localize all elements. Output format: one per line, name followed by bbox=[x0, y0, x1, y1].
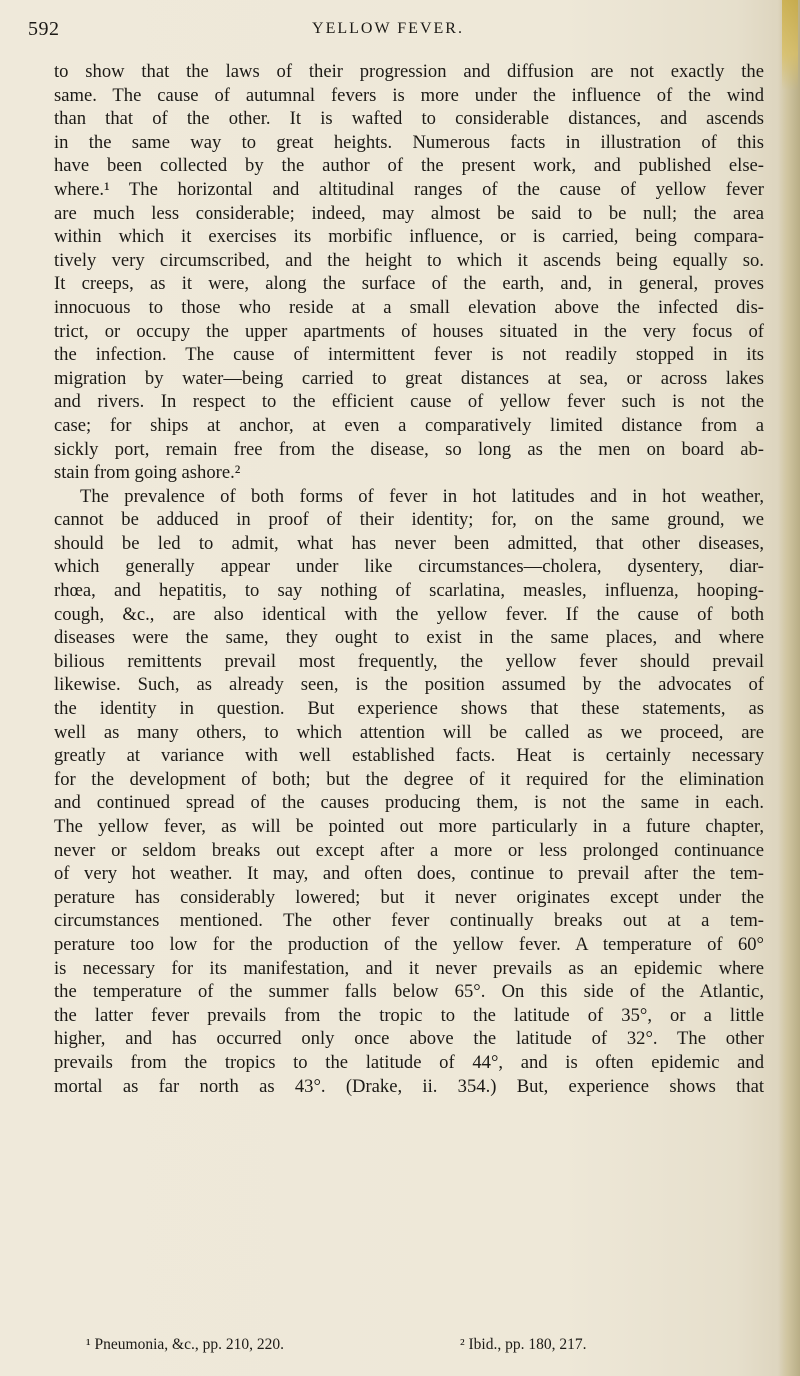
text-line: is necessary for its manifestation, and it never prevails as an epidemic where bbox=[54, 957, 764, 979]
text-line: bilious remittents prevail most frequently, the yellow fever should prevail bbox=[54, 650, 764, 672]
text-line: innocuous to those who reside at a small elevation above the infected dis- bbox=[54, 296, 764, 318]
text-line: circumstances mentioned. The other fever continually breaks out at a tem- bbox=[54, 910, 764, 932]
text-line: and rivers. In respect to the efficient cause of yellow fever such is not the bbox=[54, 391, 764, 413]
text-line: It creeps, as it were, along the surface of the earth, and, in general, proves bbox=[54, 273, 764, 295]
text-line: the identity in question. But experience shows that these statements, as bbox=[54, 698, 764, 720]
page-edge-shadow bbox=[778, 0, 800, 1376]
text-line: the temperature of the summer falls below 65°. On this side of the Atlantic, bbox=[54, 981, 764, 1003]
text-line: cannot be adduced in proof of their identity; for, on the same ground, we bbox=[54, 509, 764, 531]
text-line: the latter fever prevails from the tropic to the latitude of 35°, or a little bbox=[54, 1004, 764, 1026]
text-line: which generally appear under like circumstances—cholera, dysentery, diar- bbox=[54, 556, 764, 578]
text-line: case; for ships at anchor, at even a comparatively limited distance from a bbox=[54, 414, 764, 436]
footnote-1: ¹ Pneumonia, &c., pp. 210, 220. bbox=[86, 1336, 284, 1353]
text-line: tively very circumscribed, and the height to which it ascends being equally so. bbox=[54, 249, 764, 271]
text-line: greatly at variance with well established facts. Heat is certainly necessary bbox=[54, 745, 764, 767]
text-line: prevails from the tropics to the latitude of 44°, and is often epidemic and bbox=[54, 1051, 764, 1073]
text-line: perature too low for the production of the yellow fever. A temperature of 60° bbox=[54, 933, 764, 955]
text-line: stain from going ashore.² bbox=[54, 462, 241, 484]
text-line: cough, &c., are also identical with the yellow fever. If the cause of both bbox=[54, 603, 764, 625]
text-line: are much less considerable; indeed, may almost be said to be null; the area bbox=[54, 202, 764, 224]
text-line: same. The cause of autumnal fevers is more under the influence of the wind bbox=[54, 84, 764, 106]
body-text bbox=[54, 60, 764, 1098]
text-line: in the same way to great heights. Numerous facts in illustration of this bbox=[54, 131, 764, 153]
text-line: where.¹ The horizontal and altitudinal ranges of the cause of yellow fever bbox=[54, 178, 764, 200]
text-line: rhœa, and hepatitis, to say nothing of scarlatina, measles, influenza, hooping- bbox=[54, 580, 764, 602]
running-head: YELLOW FEVER. bbox=[312, 20, 464, 37]
text-line: The yellow fever, as will be pointed out more particularly in a future chapter, bbox=[54, 816, 764, 837]
text-line: of very hot weather. It may, and often does, continue to prevail after the tem- bbox=[54, 863, 764, 885]
page-number: 592 bbox=[28, 18, 60, 40]
text-line: likewise. Such, as already seen, is the position assumed by the advocates of bbox=[54, 674, 764, 696]
page-edge-stain bbox=[782, 0, 798, 90]
text-line: have been collected by the author of the present work, and published else- bbox=[54, 155, 764, 177]
text-line: sickly port, remain free from the disease, so long as the men on board ab- bbox=[54, 438, 764, 460]
text-line: than that of the other. It is wafted to considerable distances, and ascends bbox=[54, 108, 764, 130]
text-line: well as many others, to which attention will be called as we proceed, are bbox=[54, 721, 764, 743]
page-header bbox=[28, 18, 748, 48]
text-line: for the development of both; but the degree of it required for the elimination bbox=[54, 768, 764, 790]
text-line: The prevalence of both forms of fever in hot latitudes and in hot weather, bbox=[80, 485, 764, 507]
text-line: higher, and has occurred only once above the latitude of 32°. The other bbox=[54, 1028, 764, 1050]
text-line: within which it exercises its morbific influence, or is carried, being compara- bbox=[54, 226, 764, 248]
text-line: the infection. The cause of intermittent fever is not readily stopped in its bbox=[54, 344, 764, 366]
text-line: mortal as far north as 43°. (Drake, ii. 354.) But, experience shows that bbox=[54, 1075, 764, 1097]
text-line: perature has considerably lowered; but it never originates except under the bbox=[54, 886, 764, 908]
text-line: and continued spread of the causes producing them, is not the same in each. bbox=[54, 792, 764, 814]
text-line: should be led to admit, what has never been admitted, that other diseases, bbox=[54, 532, 764, 554]
text-line: migration by water—being carried to great distances at sea, or across lakes bbox=[54, 367, 764, 389]
text-line: never or seldom breaks out except after a more or less prolonged continuance bbox=[54, 839, 764, 861]
footnote-2: ² Ibid., pp. 180, 217. bbox=[460, 1336, 587, 1353]
text-line: to show that the laws of their progression and diffusion are not exactly the bbox=[54, 61, 764, 82]
footnotes bbox=[0, 1336, 800, 1360]
text-line: diseases were the same, they ought to exist in the same places, and where bbox=[54, 627, 764, 649]
text-line: trict, or occupy the upper apartments of houses situated in the very focus of bbox=[54, 320, 764, 342]
